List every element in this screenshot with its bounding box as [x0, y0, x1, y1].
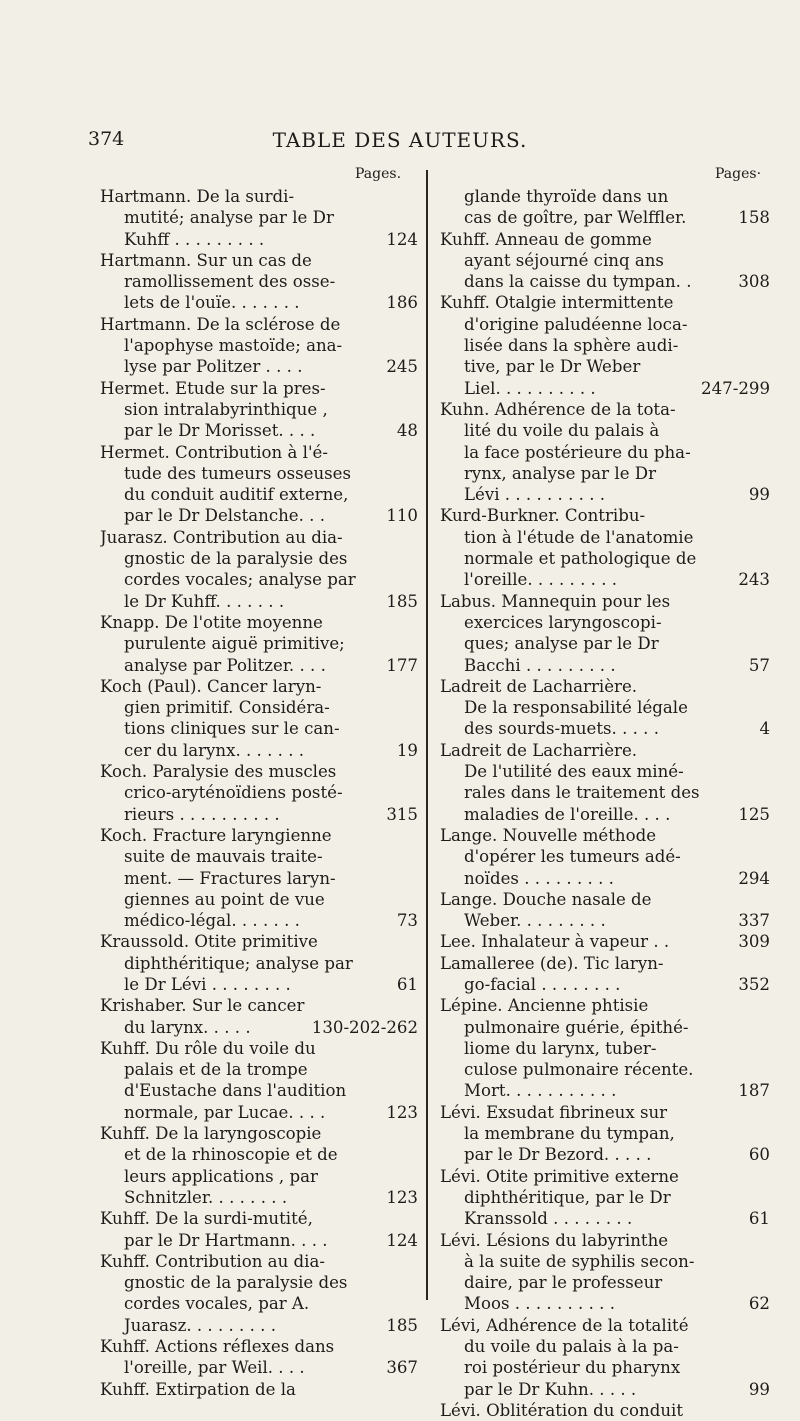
page-number: 374	[88, 128, 125, 150]
index-line	[440, 1038, 770, 1059]
index-line	[440, 1080, 770, 1101]
index-line-text: gnostic de la paralysie des	[124, 1273, 348, 1293]
index-line-text: d'origine paludéenne loca-	[464, 314, 688, 334]
index-line	[100, 1038, 418, 1059]
index-line	[440, 974, 770, 995]
pages-column-label-right: Pages·	[715, 166, 762, 182]
index-page-ref: 110	[386, 506, 418, 526]
index-page-ref: 61	[748, 1209, 770, 1229]
index-line	[440, 804, 770, 825]
index-line-text: du larynx. . . . .	[124, 1017, 251, 1037]
index-line-text: Lévi . . . . . . . . . .	[464, 485, 606, 505]
index-line-text: d'opérer les tumeurs adé-	[464, 847, 681, 867]
index-line	[440, 676, 770, 697]
index-page-ref: 73	[396, 911, 418, 931]
index-page-ref: 19	[396, 740, 418, 760]
index-line-text: Lange. Nouvelle méthode	[440, 825, 657, 845]
index-line-text: Schnitzler. . . . . . . .	[124, 1187, 288, 1207]
index-line-text: du conduit auditif externe,	[124, 485, 349, 505]
index-line	[440, 718, 770, 739]
index-line-text: médico-légal. . . . . . .	[124, 911, 300, 931]
index-page-ref: 99	[748, 1379, 770, 1399]
index-line	[440, 271, 770, 292]
index-line	[440, 697, 770, 718]
index-line	[440, 889, 770, 910]
index-line-text: De la responsabilité légale	[464, 698, 688, 718]
index-line	[440, 527, 770, 548]
index-line-text: lité du voile du palais à	[464, 421, 660, 441]
index-line	[440, 292, 770, 313]
index-line	[440, 378, 770, 399]
left-column	[100, 186, 418, 1400]
index-line-text: exercices laryngoscopi-	[464, 612, 662, 632]
index-line	[440, 399, 770, 420]
index-line-text: Ladreit de Lacharrière.	[440, 676, 638, 696]
index-line	[440, 1357, 770, 1378]
index-line-text: Lévi. Oblitération du conduit	[440, 1400, 683, 1420]
index-line	[100, 229, 418, 250]
index-line	[100, 505, 418, 526]
index-line	[100, 463, 418, 484]
index-line	[440, 1102, 770, 1123]
index-line	[440, 569, 770, 590]
index-line	[100, 356, 418, 377]
index-page-ref: 61	[396, 974, 418, 994]
index-line-text: gnostic de la paralysie des	[124, 549, 348, 569]
index-line	[440, 995, 770, 1016]
index-line	[440, 420, 770, 441]
index-line-text: l'oreille. . . . . . . . .	[464, 570, 618, 590]
index-line-text: ayant séjourné cinq ans	[464, 250, 664, 270]
index-line	[440, 1017, 770, 1038]
index-line-text: par le Dr Kuhn. . . . .	[464, 1379, 637, 1399]
index-line	[440, 931, 770, 952]
index-line-text: Hartmann. De la surdi-	[100, 187, 295, 206]
index-line-text: Kurd-Burkner. Contribu-	[440, 506, 646, 526]
index-line-text: Lévi. Exsudat fibrineux sur	[440, 1102, 668, 1122]
index-line	[440, 1123, 770, 1144]
index-line-text: Hartmann. De la sclérose de	[100, 314, 341, 334]
index-line	[440, 356, 770, 377]
index-line	[440, 442, 770, 463]
index-line-text: roi postérieur du pharynx	[464, 1358, 681, 1378]
index-line-text: Juarasz. . . . . . . . .	[124, 1315, 276, 1335]
index-line-text: lisée dans la sphère audi-	[464, 336, 679, 356]
index-line	[100, 378, 418, 399]
index-line-text: crico-aryténoïdiens posté-	[124, 783, 343, 803]
index-line-text: tude des tumeurs osseuses	[124, 463, 352, 483]
index-line-text: cordes vocales; analyse par	[124, 570, 356, 590]
index-line-text: Kuhff. Du rôle du voile du	[100, 1038, 316, 1058]
index-page-ref: 294	[738, 868, 770, 888]
index-page-ref: 309	[738, 932, 770, 952]
index-line	[100, 250, 418, 271]
index-page-ref: 177	[386, 655, 418, 675]
index-line	[100, 1357, 418, 1378]
index-line	[440, 1144, 770, 1165]
index-line-text: Juarasz. Contribution au dia-	[100, 527, 343, 547]
index-line-text: Lévi. Otite primitive externe	[440, 1166, 679, 1186]
index-line-text: Lee. Inhalateur à vapeur . .	[440, 932, 670, 952]
index-line-text: daire, par le professeur	[464, 1273, 663, 1293]
index-page-ref: 308	[738, 272, 770, 292]
index-line-text: diphthéritique, par le Dr	[464, 1187, 671, 1207]
index-line	[440, 953, 770, 974]
index-line	[100, 335, 418, 356]
index-line	[440, 1187, 770, 1208]
index-line-text: l'apophyse mastoïde; ana-	[124, 336, 343, 356]
index-line-text: Kuhn. Adhérence de la tota-	[440, 399, 676, 419]
index-line	[440, 250, 770, 271]
index-line	[100, 569, 418, 590]
index-line	[100, 292, 418, 313]
index-line	[100, 1123, 418, 1144]
index-line-text: Bacchi . . . . . . . . .	[464, 655, 616, 675]
index-line-text: Kuhff. Anneau de gomme	[440, 229, 652, 249]
index-line	[440, 761, 770, 782]
index-line-text: rieurs . . . . . . . . . .	[124, 804, 280, 824]
index-line-text: analyse par Politzer. . . .	[124, 655, 326, 675]
index-line	[440, 186, 770, 207]
index-line	[100, 1208, 418, 1229]
index-line-text: sion intralabyrinthique ,	[124, 399, 328, 419]
index-line-text: par le Dr Bezord. . . . .	[464, 1145, 652, 1165]
index-line	[100, 697, 418, 718]
index-line	[100, 1102, 418, 1123]
index-line	[440, 740, 770, 761]
index-line-text: Kranssold . . . . . . . .	[464, 1209, 633, 1229]
index-page-ref: 367	[386, 1358, 418, 1378]
index-line	[440, 1166, 770, 1187]
index-page-ref: 158	[738, 208, 770, 228]
index-line-text: par le Dr Morisset. . . .	[124, 421, 316, 441]
index-line-text: rales dans le traitement des	[464, 783, 700, 803]
index-page-ref: 245	[386, 357, 418, 377]
index-line-text: Hartmann. Sur un cas de	[100, 250, 312, 270]
index-line	[100, 1293, 418, 1314]
index-line	[440, 1059, 770, 1080]
index-line-text: dans la caisse du tympan. .	[464, 272, 692, 292]
index-line	[440, 314, 770, 335]
index-line-text: giennes au point de vue	[124, 889, 325, 909]
index-line-text: Lamalleree (de). Tic laryn-	[440, 953, 664, 973]
index-line-text: à la suite de syphilis secon-	[464, 1251, 695, 1271]
index-page-ref: 99	[748, 485, 770, 505]
index-line-text: Kuhff. Contribution au dia-	[100, 1251, 325, 1271]
index-line	[440, 229, 770, 250]
index-line-text: Mort. . . . . . . . . . .	[464, 1081, 617, 1101]
index-line	[440, 591, 770, 612]
index-line	[440, 1400, 770, 1421]
index-line-text: la face postérieure du pha-	[464, 442, 691, 462]
index-line	[440, 633, 770, 654]
index-line-text: Kuhff . . . . . . . . .	[124, 229, 265, 249]
index-line-text: cas de goître, par Welffler.	[464, 208, 687, 228]
index-line	[100, 1379, 418, 1400]
index-line-text: le Dr Lévi . . . . . . . .	[124, 974, 291, 994]
index-line-text: Lévi, Adhérence de la totalité	[440, 1315, 689, 1335]
index-line-text: Hermet. Contribution à l'é-	[100, 442, 328, 462]
index-page-ref: 4	[759, 719, 770, 739]
index-line	[100, 420, 418, 441]
index-line	[440, 505, 770, 526]
page-header	[0, 128, 800, 158]
index-line	[100, 548, 418, 569]
index-line	[440, 484, 770, 505]
index-line	[440, 1208, 770, 1229]
index-line-text: ment. — Fractures laryn-	[124, 868, 336, 888]
index-line	[100, 782, 418, 803]
index-line-text: Kuhff. Actions réflexes dans	[100, 1337, 335, 1357]
index-line	[100, 910, 418, 931]
index-line-text: Moos . . . . . . . . . .	[464, 1294, 615, 1314]
index-line	[100, 527, 418, 548]
index-line-text: Kuhff. Extirpation de la	[100, 1379, 296, 1399]
index-line-text: Knapp. De l'otite moyenne	[100, 612, 323, 632]
index-line	[100, 1251, 418, 1272]
index-line	[440, 868, 770, 889]
index-page-ref: 124	[386, 229, 418, 249]
index-line	[440, 463, 770, 484]
index-line-text: lyse par Politzer . . . .	[124, 357, 303, 377]
column-divider	[426, 170, 428, 1300]
index-line	[440, 1293, 770, 1314]
index-line-text: du voile du palais à la pa-	[464, 1337, 679, 1357]
index-line	[100, 314, 418, 335]
index-line	[100, 931, 418, 952]
index-line-text: Lépine. Ancienne phtisie	[440, 996, 649, 1016]
index-line-text: mutité; analyse par le Dr	[124, 208, 334, 228]
index-line	[100, 889, 418, 910]
index-line-text: go-facial . . . . . . . .	[464, 974, 621, 994]
index-line	[100, 612, 418, 633]
index-line-text: Ladreit de Lacharrière.	[440, 740, 638, 760]
index-line	[100, 399, 418, 420]
index-line-text: palais et de la trompe	[124, 1060, 308, 1080]
index-page-ref: 243	[738, 570, 770, 590]
index-line-text: des sourds-muets. . . . .	[464, 719, 660, 739]
index-page-ref: 247-299	[701, 378, 770, 398]
index-line-text: noïdes . . . . . . . . .	[464, 868, 614, 888]
index-line	[100, 1166, 418, 1187]
index-line-text: d'Eustache dans l'audition	[124, 1081, 347, 1101]
index-line-text: Kraussold. Otite primitive	[100, 932, 318, 952]
index-page-ref: 185	[386, 1315, 418, 1335]
index-line-text: ques; analyse par le Dr	[464, 634, 659, 654]
index-line-text: Krishaber. Sur le cancer	[100, 996, 305, 1016]
index-line	[100, 186, 418, 207]
index-line	[100, 974, 418, 995]
index-line	[100, 1230, 418, 1251]
index-line-text: De l'utilité des eaux miné-	[464, 762, 684, 782]
index-line	[440, 612, 770, 633]
index-line	[100, 1272, 418, 1293]
index-line	[100, 484, 418, 505]
index-page-ref: 57	[748, 655, 770, 675]
index-page-ref: 337	[738, 911, 770, 931]
index-line-text: normale et pathologique de	[464, 549, 697, 569]
index-line	[440, 1251, 770, 1272]
index-line-text: leurs applications , par	[124, 1166, 318, 1186]
index-line	[100, 1059, 418, 1080]
index-line-text: l'oreille, par Weil. . . .	[124, 1358, 305, 1378]
index-line-text: normale, par Lucae. . . .	[124, 1102, 326, 1122]
index-line	[440, 207, 770, 228]
index-line-text: maladies de l'oreille. . . .	[464, 804, 671, 824]
pages-column-label-left: Pages.	[355, 166, 402, 182]
index-line-text: et de la rhinoscopie et de	[124, 1145, 338, 1165]
index-page-ref: 315	[386, 804, 418, 824]
index-line-text: cer du larynx. . . . . . .	[124, 740, 305, 760]
index-line-text: suite de mauvais traite-	[124, 847, 323, 867]
index-page-ref: 187	[738, 1081, 770, 1101]
index-page-ref: 352	[738, 974, 770, 994]
index-line	[100, 591, 418, 612]
index-line-text: glande thyroïde dans un	[464, 187, 669, 206]
index-line-text: gien primitif. Considéra-	[124, 698, 330, 718]
index-line-text: par le Dr Delstanche. . .	[124, 506, 326, 526]
index-line	[440, 1230, 770, 1251]
index-page-ref: 48	[396, 421, 418, 441]
index-line	[440, 910, 770, 931]
index-page-ref: 60	[748, 1145, 770, 1165]
index-line	[440, 1315, 770, 1336]
index-line	[100, 761, 418, 782]
index-line	[440, 1336, 770, 1357]
index-line	[440, 548, 770, 569]
index-line	[100, 1017, 418, 1038]
index-line-text: Weber. . . . . . . . .	[464, 911, 606, 931]
index-line	[100, 740, 418, 761]
index-page-ref: 125	[738, 804, 770, 824]
index-line	[440, 1379, 770, 1400]
right-column	[440, 186, 770, 1421]
index-line-text: lets de l'ouïe. . . . . . .	[124, 293, 300, 313]
index-line	[100, 1144, 418, 1165]
index-page-ref: 130-202-262	[311, 1017, 418, 1037]
index-line	[100, 804, 418, 825]
index-line	[100, 676, 418, 697]
index-line-text: Koch. Fracture laryngienne	[100, 825, 332, 845]
index-line	[100, 207, 418, 228]
index-line	[440, 782, 770, 803]
index-line	[100, 1315, 418, 1336]
index-line-text: tions cliniques sur le can-	[124, 719, 340, 739]
index-line	[100, 1080, 418, 1101]
index-line-text: Kuhff. De la laryngoscopie	[100, 1124, 322, 1144]
index-line	[100, 1336, 418, 1357]
index-line	[100, 953, 418, 974]
index-line-text: Hermet. Etude sur la pres-	[100, 378, 326, 398]
index-line	[440, 655, 770, 676]
index-line	[100, 995, 418, 1016]
index-page-ref: 62	[748, 1294, 770, 1314]
index-line-text: Kuhff. De la surdi-mutité,	[100, 1209, 313, 1229]
index-line-text: Lévi. Lésions du labyrinthe	[440, 1230, 669, 1250]
running-title: TABLE DES AUTEURS.	[272, 128, 528, 152]
index-page-ref: 185	[386, 591, 418, 611]
index-line	[100, 868, 418, 889]
index-line-text: pulmonaire guérie, épithé-	[464, 1017, 689, 1037]
index-line-text: tion à l'étude de l'anatomie	[464, 527, 694, 547]
index-line-text: Liel. . . . . . . . . .	[464, 378, 596, 398]
index-line-text: rynx, analyse par le Dr	[464, 463, 657, 483]
index-line	[100, 271, 418, 292]
index-line-text: tive, par le Dr Weber	[464, 357, 641, 377]
index-line-text: Lange. Douche nasale de	[440, 889, 652, 909]
index-line-text: Koch. Paralysie des muscles	[100, 762, 337, 782]
index-line	[440, 846, 770, 867]
index-line-text: culose pulmonaire récente.	[464, 1060, 694, 1080]
index-line	[100, 1187, 418, 1208]
index-line-text: diphthéritique; analyse par	[124, 953, 353, 973]
index-line-text: par le Dr Hartmann. . . .	[124, 1230, 328, 1250]
index-line-text: liome du larynx, tuber-	[464, 1038, 657, 1058]
index-page-ref: 123	[386, 1102, 418, 1122]
index-line	[100, 655, 418, 676]
index-line	[100, 846, 418, 867]
index-line-text: Koch (Paul). Cancer laryn-	[100, 676, 322, 696]
index-line	[100, 825, 418, 846]
index-line-text: Kuhff. Otalgie intermittente	[440, 293, 674, 313]
index-line-text: ramollissement des osse-	[124, 272, 336, 292]
index-line-text: la membrane du tympan,	[464, 1124, 675, 1144]
index-page-ref: 123	[386, 1187, 418, 1207]
index-line	[440, 335, 770, 356]
index-line-text: cordes vocales, par A.	[124, 1294, 310, 1314]
index-line-text: Labus. Mannequin pour les	[440, 591, 671, 611]
index-line-text: purulente aiguë primitive;	[124, 634, 345, 654]
index-line	[100, 442, 418, 463]
index-page-ref: 186	[386, 293, 418, 313]
index-page-ref: 124	[386, 1230, 418, 1250]
index-line	[440, 825, 770, 846]
index-line	[100, 633, 418, 654]
index-line	[440, 1272, 770, 1293]
index-line-text: le Dr Kuhff. . . . . . .	[124, 591, 285, 611]
index-line	[100, 718, 418, 739]
